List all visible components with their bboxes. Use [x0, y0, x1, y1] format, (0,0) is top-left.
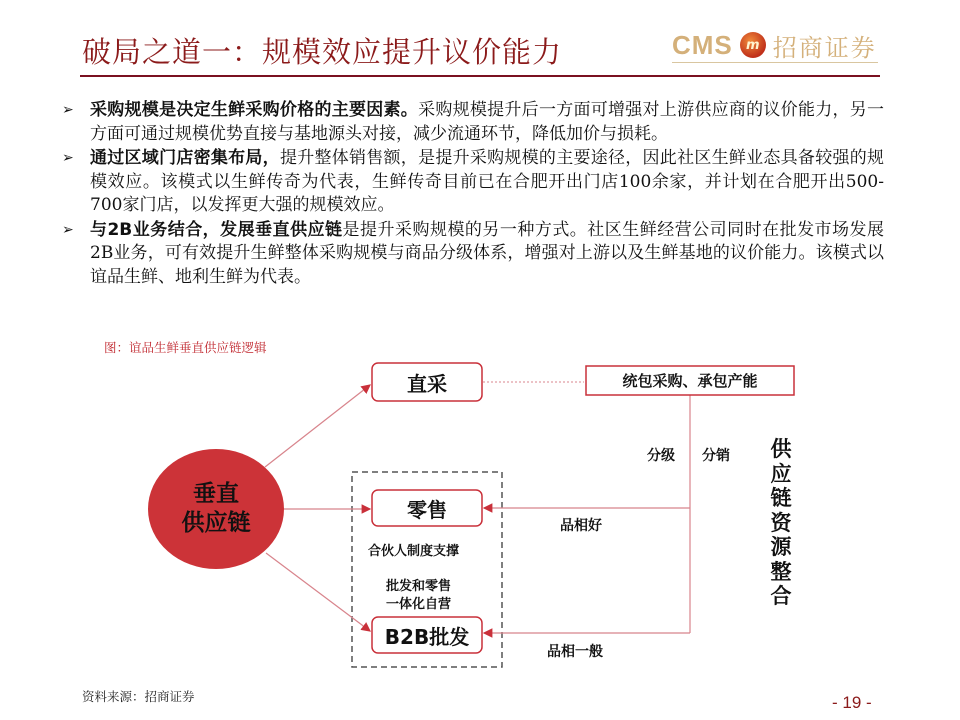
bullet-bold: 与2B业务结合，发展垂直供应链 — [90, 219, 343, 240]
bullet-text: 是提升采购规模的另一种方式。社区生鲜经营公司同时在批发市场发展2B业务，可有效提升生鲜整体采购规模与商品分级体系，增强对上游以及生鲜基地的议价能力。该模式以谊品生鲜、地利生鲜为代表。 — [90, 219, 885, 287]
node-b2b-wholesale: B2B批发 — [384, 624, 470, 649]
node-sourcing: 统包采购、承包产能 — [622, 372, 758, 390]
label-partner-system: 合伙人制度支撑 — [368, 544, 460, 559]
center-node-line2: 供应链 — [181, 510, 251, 536]
logo-mark-icon: m — [740, 32, 766, 58]
arrow-bullet-icon: ➢ — [62, 221, 74, 238]
bullet-bold: 采购规模是决定生鲜采购价格的主要因素。 — [90, 100, 419, 120]
center-node-label — [148, 477, 284, 541]
figure-caption: 图：谊品生鲜垂直供应链逻辑 — [104, 340, 267, 355]
page-number: - 19 - — [832, 693, 872, 712]
label-distribution: 分销 — [702, 448, 730, 464]
page-title: 破局之道一：规模效应提升议价能力 — [82, 35, 563, 69]
arrow-bullet-icon: ➢ — [62, 102, 74, 118]
logo-latin: CMS — [672, 29, 733, 60]
node-direct-purchase: 直采 — [407, 371, 447, 396]
label-good-quality: 品相好 — [560, 518, 602, 534]
node-retail: 零售 — [407, 497, 447, 522]
label-integrated-line1: 批发和零售 — [386, 579, 452, 594]
bullet-bold: 通过区域门店密集布局， — [90, 148, 280, 168]
logo-chinese: 招商证券 — [772, 33, 877, 62]
label-supply-chain-integration: 供应链资源整合 — [770, 437, 792, 608]
bullet-text: 采购规模提升后一方面可增强对上游供应商的议价能力，另一方面可通过规模优势直接与基地源头对接，减少流通环节，降低加价与损耗。 — [90, 100, 885, 144]
label-normal-quality: 品相一般 — [547, 644, 603, 660]
label-grading: 分级 — [647, 448, 675, 464]
arrow-bullet-icon: ➢ — [62, 150, 74, 166]
center-node-line1: 垂直 — [193, 481, 239, 507]
bullet-text: 提升整体销售额，是提升采购规模的主要途径，因此社区生鲜业态具备较强的规模效应。该模式以生鲜传奇为代表，生鲜传奇目前已在合肥开出门店100余家，并计划在合肥开出500-700家门店，以发挥更大强的规模效应。 — [90, 148, 885, 215]
label-integrated-line2: 一体化自营 — [386, 597, 452, 612]
source-note: 资料来源：招商证券 — [82, 689, 195, 704]
